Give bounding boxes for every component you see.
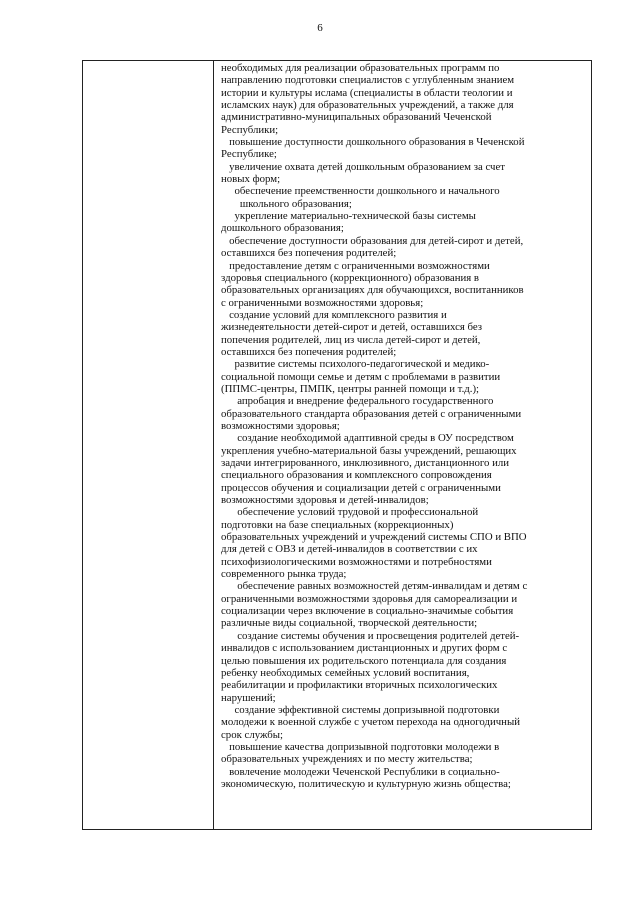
text-line: задачи интегрированного, инклюзивного, дистанционного или bbox=[221, 457, 510, 469]
text-line: дошкольного образования; bbox=[221, 222, 344, 235]
text-line: вовлечение молодежи Чеченской Республики в социально- bbox=[221, 765, 500, 778]
text-line: нарушений; bbox=[221, 691, 276, 704]
text-line: психофизиологическими возможностями и потребностями bbox=[221, 555, 492, 568]
table-text-cell bbox=[214, 61, 591, 829]
text-line: специального образования и комплексного сопровождения bbox=[221, 469, 492, 482]
document-table bbox=[82, 60, 592, 830]
text-line: увеличение охвата детей дошкольным образованием за счет bbox=[221, 160, 505, 173]
text-line: (ППМС-центры, ПМПК, центры ранней помощи и т.д.); bbox=[221, 382, 480, 395]
text-line: административно-муниципальных образований Чеченской bbox=[221, 111, 492, 124]
text-line: образовательных организациях для обучающихся, воспитанников bbox=[221, 284, 524, 297]
text-line: необходимых для реализации образовательных программ по bbox=[221, 62, 500, 74]
text-line: направлению подготовки специалистов с углубленным знанием bbox=[221, 74, 515, 87]
text-line: ограниченными возможностями здоровья для самореализации и bbox=[221, 592, 518, 605]
text-line: возможностями здоровья и детей-инвалидов; bbox=[221, 494, 429, 507]
text-line: подготовки на базе специальных (коррекционных) bbox=[221, 518, 454, 531]
text-line: оставшихся без попечения родителей; bbox=[221, 247, 397, 260]
text-line: обеспечение преемственности дошкольного и начального bbox=[221, 185, 500, 198]
text-line: социальной помощи семье и детям с проблемами в развитии bbox=[221, 370, 501, 383]
text-line: предоставление детям с ограниченными возможностями bbox=[221, 259, 490, 272]
text-line: современного рынка труда; bbox=[221, 568, 347, 581]
text-line: попечения родителей, лиц из числа детей-сирот и детей, bbox=[221, 333, 481, 346]
text-line: апробация и внедрение федерального государственного bbox=[221, 395, 494, 408]
text-line: создание эффективной системы допризывной подготовки bbox=[221, 703, 500, 716]
text-line: молодежи к военной службе с учетом перехода на одногодичный bbox=[221, 716, 520, 729]
text-line: образовательного стандарта образования детей с ограниченными bbox=[221, 407, 522, 420]
text-line: реабилитации и профилактики вторичных психологических bbox=[221, 679, 498, 692]
text-line: социализации через включение в социально-значимые события bbox=[221, 605, 514, 618]
text-line: инвалидов с использованием дистанционных и других форм с bbox=[221, 642, 508, 655]
text-line: здоровья специального (коррекционного) образования в bbox=[221, 271, 480, 284]
text-line: укрепления учебно-материальной базы учреждений, решающих bbox=[221, 444, 517, 457]
text-line: повышение качества допризывной подготовки молодежи в bbox=[221, 740, 500, 753]
text-line: школьного образования; bbox=[221, 197, 352, 210]
text-line: повышение доступности дошкольного образования в Чеченской bbox=[221, 136, 525, 149]
text-line: образовательных учреждений и учреждений системы СПО и ВПО bbox=[221, 531, 527, 544]
text-line: с ограниченными возможностями здоровья; bbox=[221, 296, 424, 309]
text-line: возможностями здоровья; bbox=[221, 419, 340, 432]
text-line: экономическую, политическую и культурную жизнь общества; bbox=[221, 777, 511, 790]
text-line: целью повышения их родительского потенциала для создания bbox=[221, 654, 507, 667]
text-line: срок службы; bbox=[221, 728, 284, 741]
text-line: ребенку необходимых семейных условий воспитания, bbox=[221, 666, 470, 679]
text-line: обеспечение доступности образования для детей-сирот и детей, bbox=[221, 234, 524, 247]
text-line: истории и культуры ислама (специалисты в области теологии и bbox=[221, 86, 513, 99]
text-line: образовательных учреждениях и по месту жительства; bbox=[221, 753, 473, 766]
page-number: 6 bbox=[317, 22, 323, 34]
text-line: процессов обучения и социализации детей с ограниченными bbox=[221, 481, 501, 494]
text-line: Республике; bbox=[221, 148, 277, 161]
text-line: создание условий для комплексного развития и bbox=[221, 308, 447, 321]
text-line: новых форм; bbox=[221, 173, 281, 186]
text-line: обеспечение равных возможностей детям-инвалидам и детям с bbox=[221, 580, 528, 593]
text-line: развитие системы психолого-педагогической и медико- bbox=[221, 358, 490, 371]
text-line: укрепление материально-технической базы системы bbox=[221, 210, 476, 223]
text-line: оставшихся без попечения родителей; bbox=[221, 345, 397, 358]
table-left-column bbox=[83, 61, 214, 829]
text-line: обеспечение условий трудовой и профессиональной bbox=[221, 506, 479, 519]
text-line: исламских наук) для образовательных учреждений, а также для bbox=[221, 99, 514, 112]
text-line: создание необходимой адаптивной среды в ОУ посредством bbox=[221, 432, 514, 445]
text-line: жизнедеятельности детей-сирот и детей, оставшихся без bbox=[221, 321, 483, 334]
text-line: создание системы обучения и просвещения родителей детей- bbox=[221, 629, 520, 642]
text-line: для детей с ОВЗ и детей-инвалидов в соответствии с их bbox=[221, 543, 478, 556]
text-line: различные виды социальной, творческой деятельности; bbox=[221, 617, 478, 630]
text-line: Республики; bbox=[221, 123, 279, 136]
